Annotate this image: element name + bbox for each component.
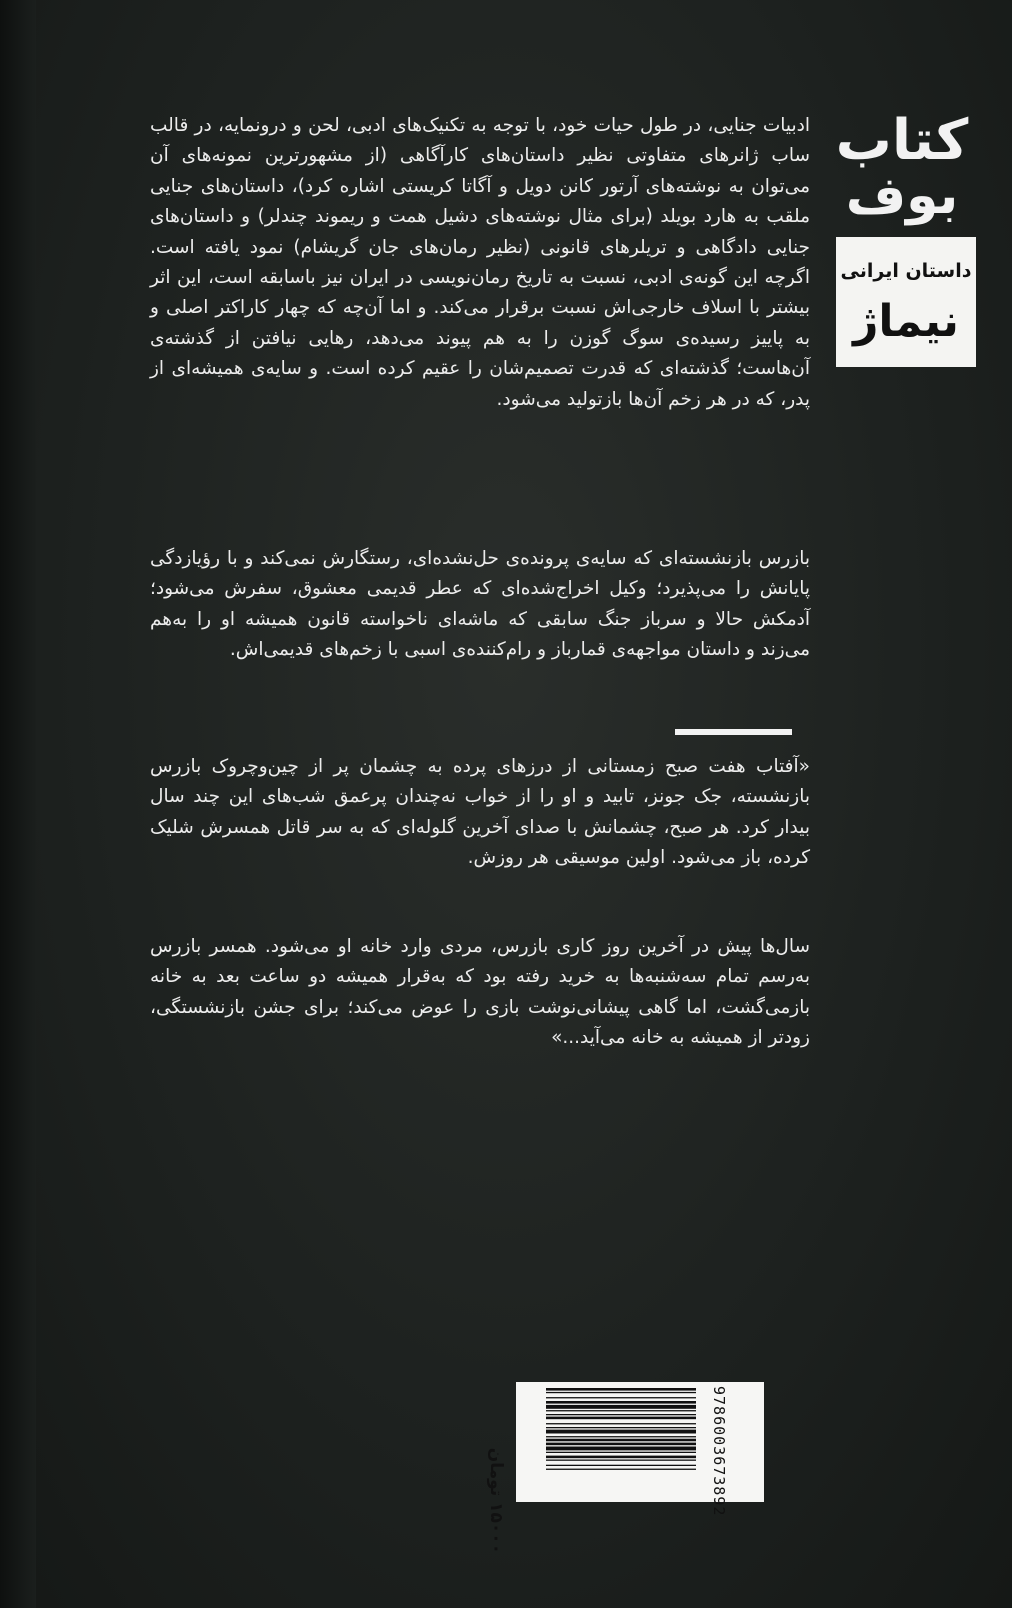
series-logo-line-2: بوف bbox=[845, 166, 959, 226]
excerpt-text-1: «آفتاب هفت صبح زمستانی از درزهای پرده به چشمان پر از چین‌وچروک بازرس بازنشسته، جک جونز، تابید و او را از خواب نه‌چندان پرعمق شب‌های این چند سال بیدار کرد. هر صبح، چشمانش با صدای آخرین گلوله‌ای که به سر قاتل همسرش شلیک کرده، باز می‌شود. اولین موسیقی هر روزش. bbox=[150, 756, 810, 869]
blurb-paragraph-1 bbox=[150, 111, 810, 415]
series-label: داستان ایرانی bbox=[840, 260, 972, 282]
excerpt-text-2: سال‌ها پیش در آخرین روز کاری بازرس، مردی وارد خانه او می‌شود. همسر بازرس به‌رسم تمام سه‌شنبه‌ها به خرید رفته بود که به‌قرار همیشه دو ساعت بعد به خانه بازمی‌گشت، اما گاهی پیشانی‌نوشت بازی را عوض می‌کند؛ برای جشن بازنشستگی، زودتر از همیشه به خانه می‌آید...» bbox=[150, 936, 810, 1049]
series-logo-line-1: کتاب bbox=[835, 108, 969, 173]
blurb-text-2: بازرس بازنشسته‌ای که سایه‌ی پرونده‌ی حل‌نشده‌ای، رستگارش نمی‌کند و با رؤیازدگی پایانش را می‌پذیرد؛ وکیل اخراج‌شده‌ای که عطر قدیمی معشوق، سفرش می‌شود؛ آدمکش حالا و سرباز جنگ سابقی که ماشه‌ای ناخواسته قانون همیشه او را به‌هم می‌زند و داستان مواجهه‌ی قمارباز و رام‌کننده‌ی اسبی با زخم‌های قدیمی‌اش. bbox=[150, 548, 810, 661]
excerpt-paragraph-2 bbox=[150, 932, 810, 1054]
price-barcode-box bbox=[486, 1382, 764, 1554]
publisher-logo: نیماژ bbox=[853, 296, 959, 347]
blurb-paragraph-2 bbox=[150, 544, 810, 666]
publisher-label-box bbox=[836, 237, 976, 367]
barcode-area bbox=[546, 1386, 760, 1517]
excerpt-paragraph-1 bbox=[150, 752, 810, 874]
isbn-digits: 9786003673892 bbox=[710, 1386, 728, 1517]
price-label: ۱۵۰۰۰ تومان bbox=[486, 1447, 506, 1554]
series-logo bbox=[828, 108, 976, 232]
spine-edge bbox=[0, 0, 36, 1608]
blurb-text-1: ادبیات جنایی، در طول حیات خود، با توجه به تکنیک‌های ادبی، لحن و درونمایه، در قالب ساب ژانرهای متفاوتی نظیر داستان‌های کارآگاهی (از مشهورترین نمونه‌های آن می‌توان به نوشته‌های آرتور کانن دویل و آگاتا کریستی اشاره کرد)، داستان‌های جنایی ملقب به هارد بویلد (برای مثال نوشته‌های دشیل همت و ریموند چندلر) و داستان‌های جنایی دادگاهی و تریلرهای قانونی (نظیر رمان‌های جان گریشام) نمود یافته است. اگرچه این گونه‌ی ادبی، نسبت به تاریخ رمان‌نویسی در ایران نیز باسابقه است، این اثر بیشتر با اسلاف خارجی‌اش نسبت برقرار می‌کند. و اما آن‌چه که چهار کاراکتر اصلی و به پاییز رسیده‌ی سوگ گوزن را به هم پیوند می‌دهد، رهایی نیافتن از گذشته‌ی آن‌هاست؛ گذشته‌ای که قدرت تصمیم‌شان را عقیم کرده است. و سایه‌ی همیشه‌ای از پدر، که در هر زخم آن‌ها بازتولید می‌شود. bbox=[150, 115, 810, 410]
barcode-icon bbox=[546, 1386, 728, 1517]
section-divider bbox=[675, 729, 792, 735]
